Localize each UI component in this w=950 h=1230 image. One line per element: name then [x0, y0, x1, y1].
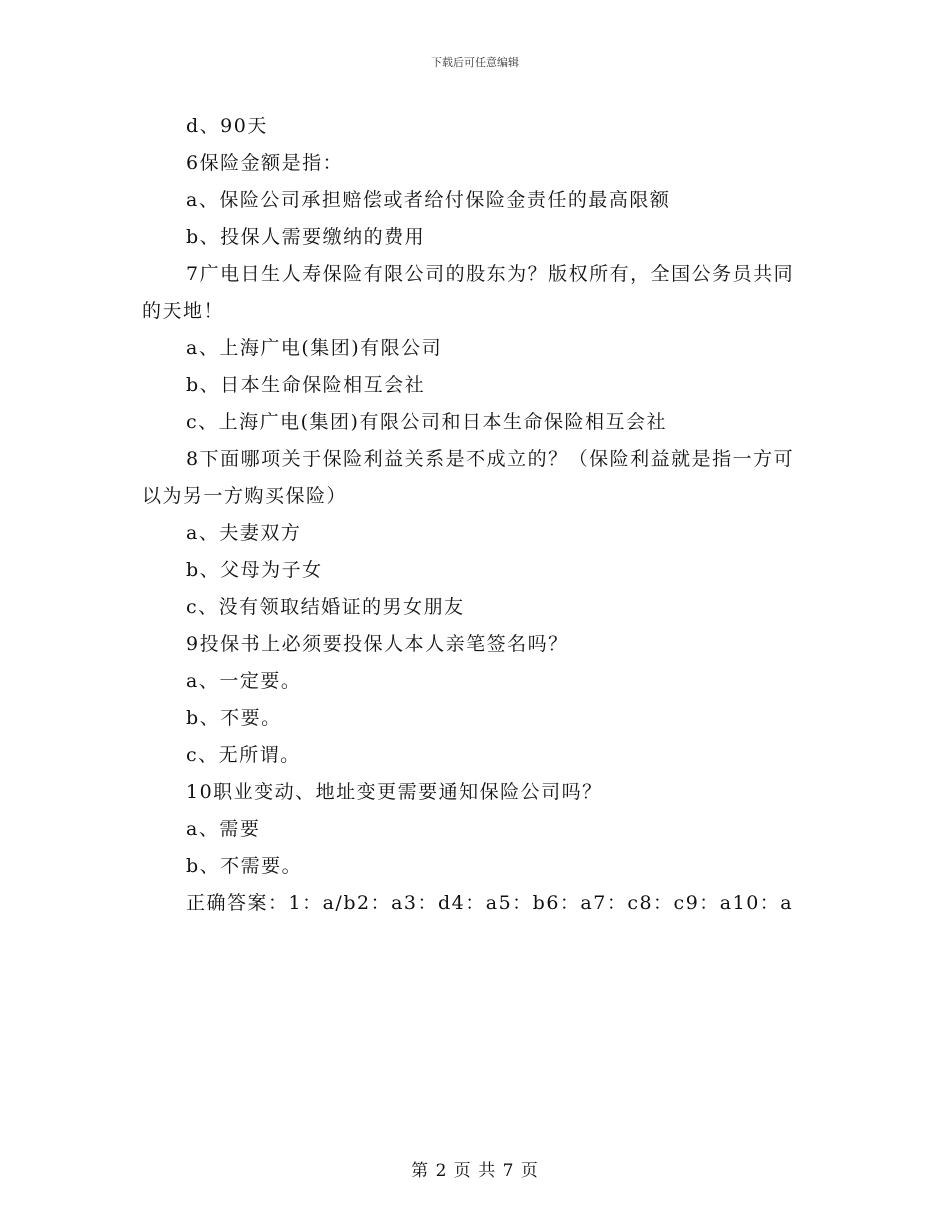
page-header: 下载后可任意编辑 — [431, 56, 519, 69]
question-6: 6保险金额是指： — [186, 152, 344, 174]
option-q9-a: a、一定要。 — [186, 670, 302, 692]
option-q5-d: d、90天 — [186, 115, 268, 137]
question-10: 10职业变动、地址变更需要通知保险公司吗？ — [186, 781, 603, 803]
option-q8-c: c、没有领取结婚证的男女朋友 — [186, 596, 465, 618]
question-7: 7广电日生人寿保险有限公司的股东为？版权所有，全国公务员共同的天地！ — [142, 263, 795, 322]
option-q8-a: a、夫妻双方 — [186, 522, 302, 544]
option-q7-b: b、日本生命保险相互会社 — [186, 374, 426, 396]
option-q8-b: b、父母为子女 — [186, 559, 323, 581]
answer-key: 正确答案：1：a/b2：a3：d4：a5：b6：a7：c8：c9：a10：a — [186, 892, 794, 914]
option-q9-c: c、无所谓。 — [186, 744, 301, 766]
document-body — [142, 108, 814, 922]
option-q7-a: a、上海广电(集团)有限公司 — [186, 337, 443, 359]
option-q6-b: b、投保人需要缴纳的费用 — [186, 226, 426, 248]
option-q9-b: b、不要。 — [186, 707, 282, 729]
option-q10-b: b、不需要。 — [186, 855, 303, 877]
option-q10-a: a、需要 — [186, 818, 261, 840]
question-8: 8下面哪项关于保险利益关系是不成立的？（保险利益就是指一方可以为另一方购买保险） — [142, 448, 795, 507]
option-q6-a: a、保险公司承担赔偿或者给付保险金责任的最高限额 — [186, 189, 671, 211]
page-footer: 第 2 页 共 7 页 — [411, 1161, 539, 1181]
question-9: 9投保书上必须要投保人本人亲笔签名吗？ — [186, 633, 569, 655]
option-q7-c: c、上海广电(集团)有限公司和日本生命保险相互会社 — [186, 411, 667, 433]
